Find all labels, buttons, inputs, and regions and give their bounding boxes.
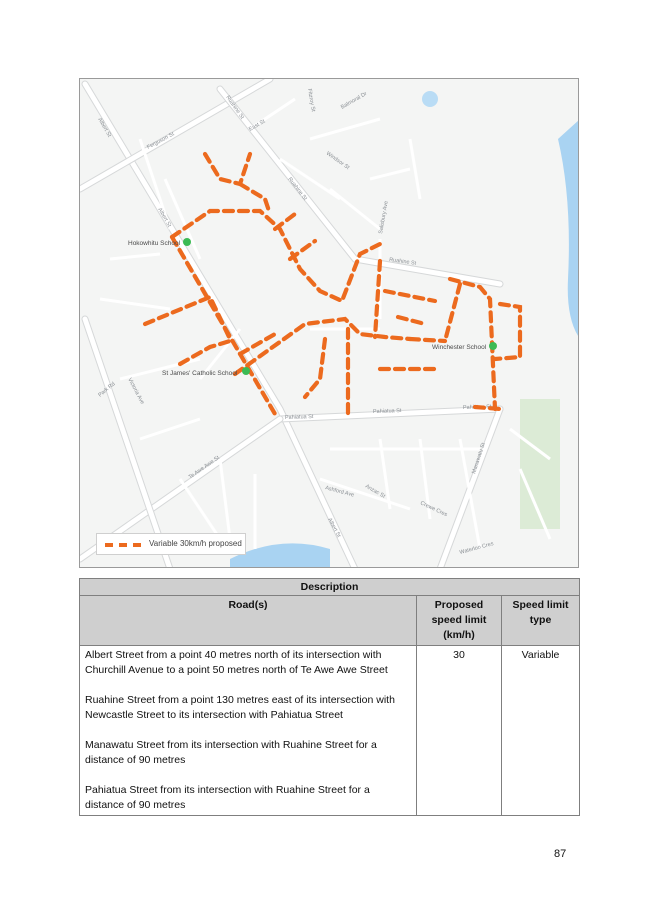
poi-label-winchester: Winchester School [432, 344, 487, 351]
legend-dashed-line-icon [105, 543, 141, 547]
park-area [520, 399, 560, 529]
map-legend [96, 533, 246, 555]
street-label: Waterloo Cres [458, 541, 495, 556]
street-label: Victoria Ave [126, 377, 146, 406]
road-description: Albert Street from a point 40 metres north of its intersection with Churchill Avenue to a point 50 metres north of Te Awe Awe Street [85, 649, 388, 676]
roads-cell [80, 646, 417, 816]
minor-roads [100, 99, 550, 549]
street-label: Ruahine St [388, 257, 417, 267]
street-label: Te Awe Awe St [187, 454, 221, 481]
street-label: Anzac St [364, 483, 387, 500]
speed-type-cell: Variable [502, 646, 580, 816]
road-description: Pahiatua Street from its intersection with Ruahine Street for a distance of 90 metres [85, 784, 370, 811]
map [79, 78, 579, 568]
street-label: Albert St [96, 117, 113, 139]
school-marker-icon [489, 342, 497, 350]
street-label: Ferguson St [146, 131, 176, 151]
column-header-roads: Road(s) [80, 596, 417, 646]
street-labels [96, 88, 494, 556]
street-map-svg [80, 79, 579, 568]
street-label: Fitzroy St [306, 88, 316, 113]
street-label: Crewe Cres [419, 500, 449, 519]
street-label: Ashford Ave [324, 485, 355, 499]
street-label: Ruahine St [224, 94, 245, 121]
street-label: Park Rd [97, 381, 117, 399]
school-marker-icon [183, 238, 191, 246]
road-description: Manawatu Street from its intersection with Ruahine Street for a distance of 90 metres [85, 739, 377, 766]
poi-label-st-james: St James' Catholic School [162, 370, 238, 377]
river-water [558, 119, 579, 339]
legend-label: Variable 30km/h proposed [149, 539, 242, 548]
speed-limit-table [79, 578, 580, 816]
column-header-speed-type: Speed limit type [502, 596, 580, 646]
pond [422, 91, 438, 107]
street-label: Manawatu St [471, 442, 487, 475]
proposed-speed-cell: 30 [417, 646, 502, 816]
page-number: 87 [554, 848, 567, 860]
table-row [80, 646, 580, 816]
street-label: Pahiatua St [372, 408, 402, 415]
street-label: East St [248, 118, 267, 133]
street-label: Pahiatua St [462, 404, 492, 411]
poi-label-hokowhitu: Hokowhitu School [128, 240, 181, 247]
street-label: Albert St [326, 517, 342, 539]
school-marker-icon [242, 367, 250, 375]
table-title: Description [80, 579, 580, 596]
street-label: Salisbury Ave [378, 200, 390, 235]
column-header-proposed-speed: Proposed speed limit (km/h) [417, 596, 502, 646]
road-description: Ruahine Street from a point 130 metres east of its intersection with Newcastle Street to its intersection with Pahiatua Street [85, 694, 395, 721]
street-label: Balmoral Dr [340, 91, 369, 111]
street-label: Pahiatua St [284, 414, 314, 421]
street-label: Windsor St [324, 150, 351, 172]
street-label: Ruahine St [286, 176, 308, 202]
street-label: Albert St [156, 207, 173, 229]
